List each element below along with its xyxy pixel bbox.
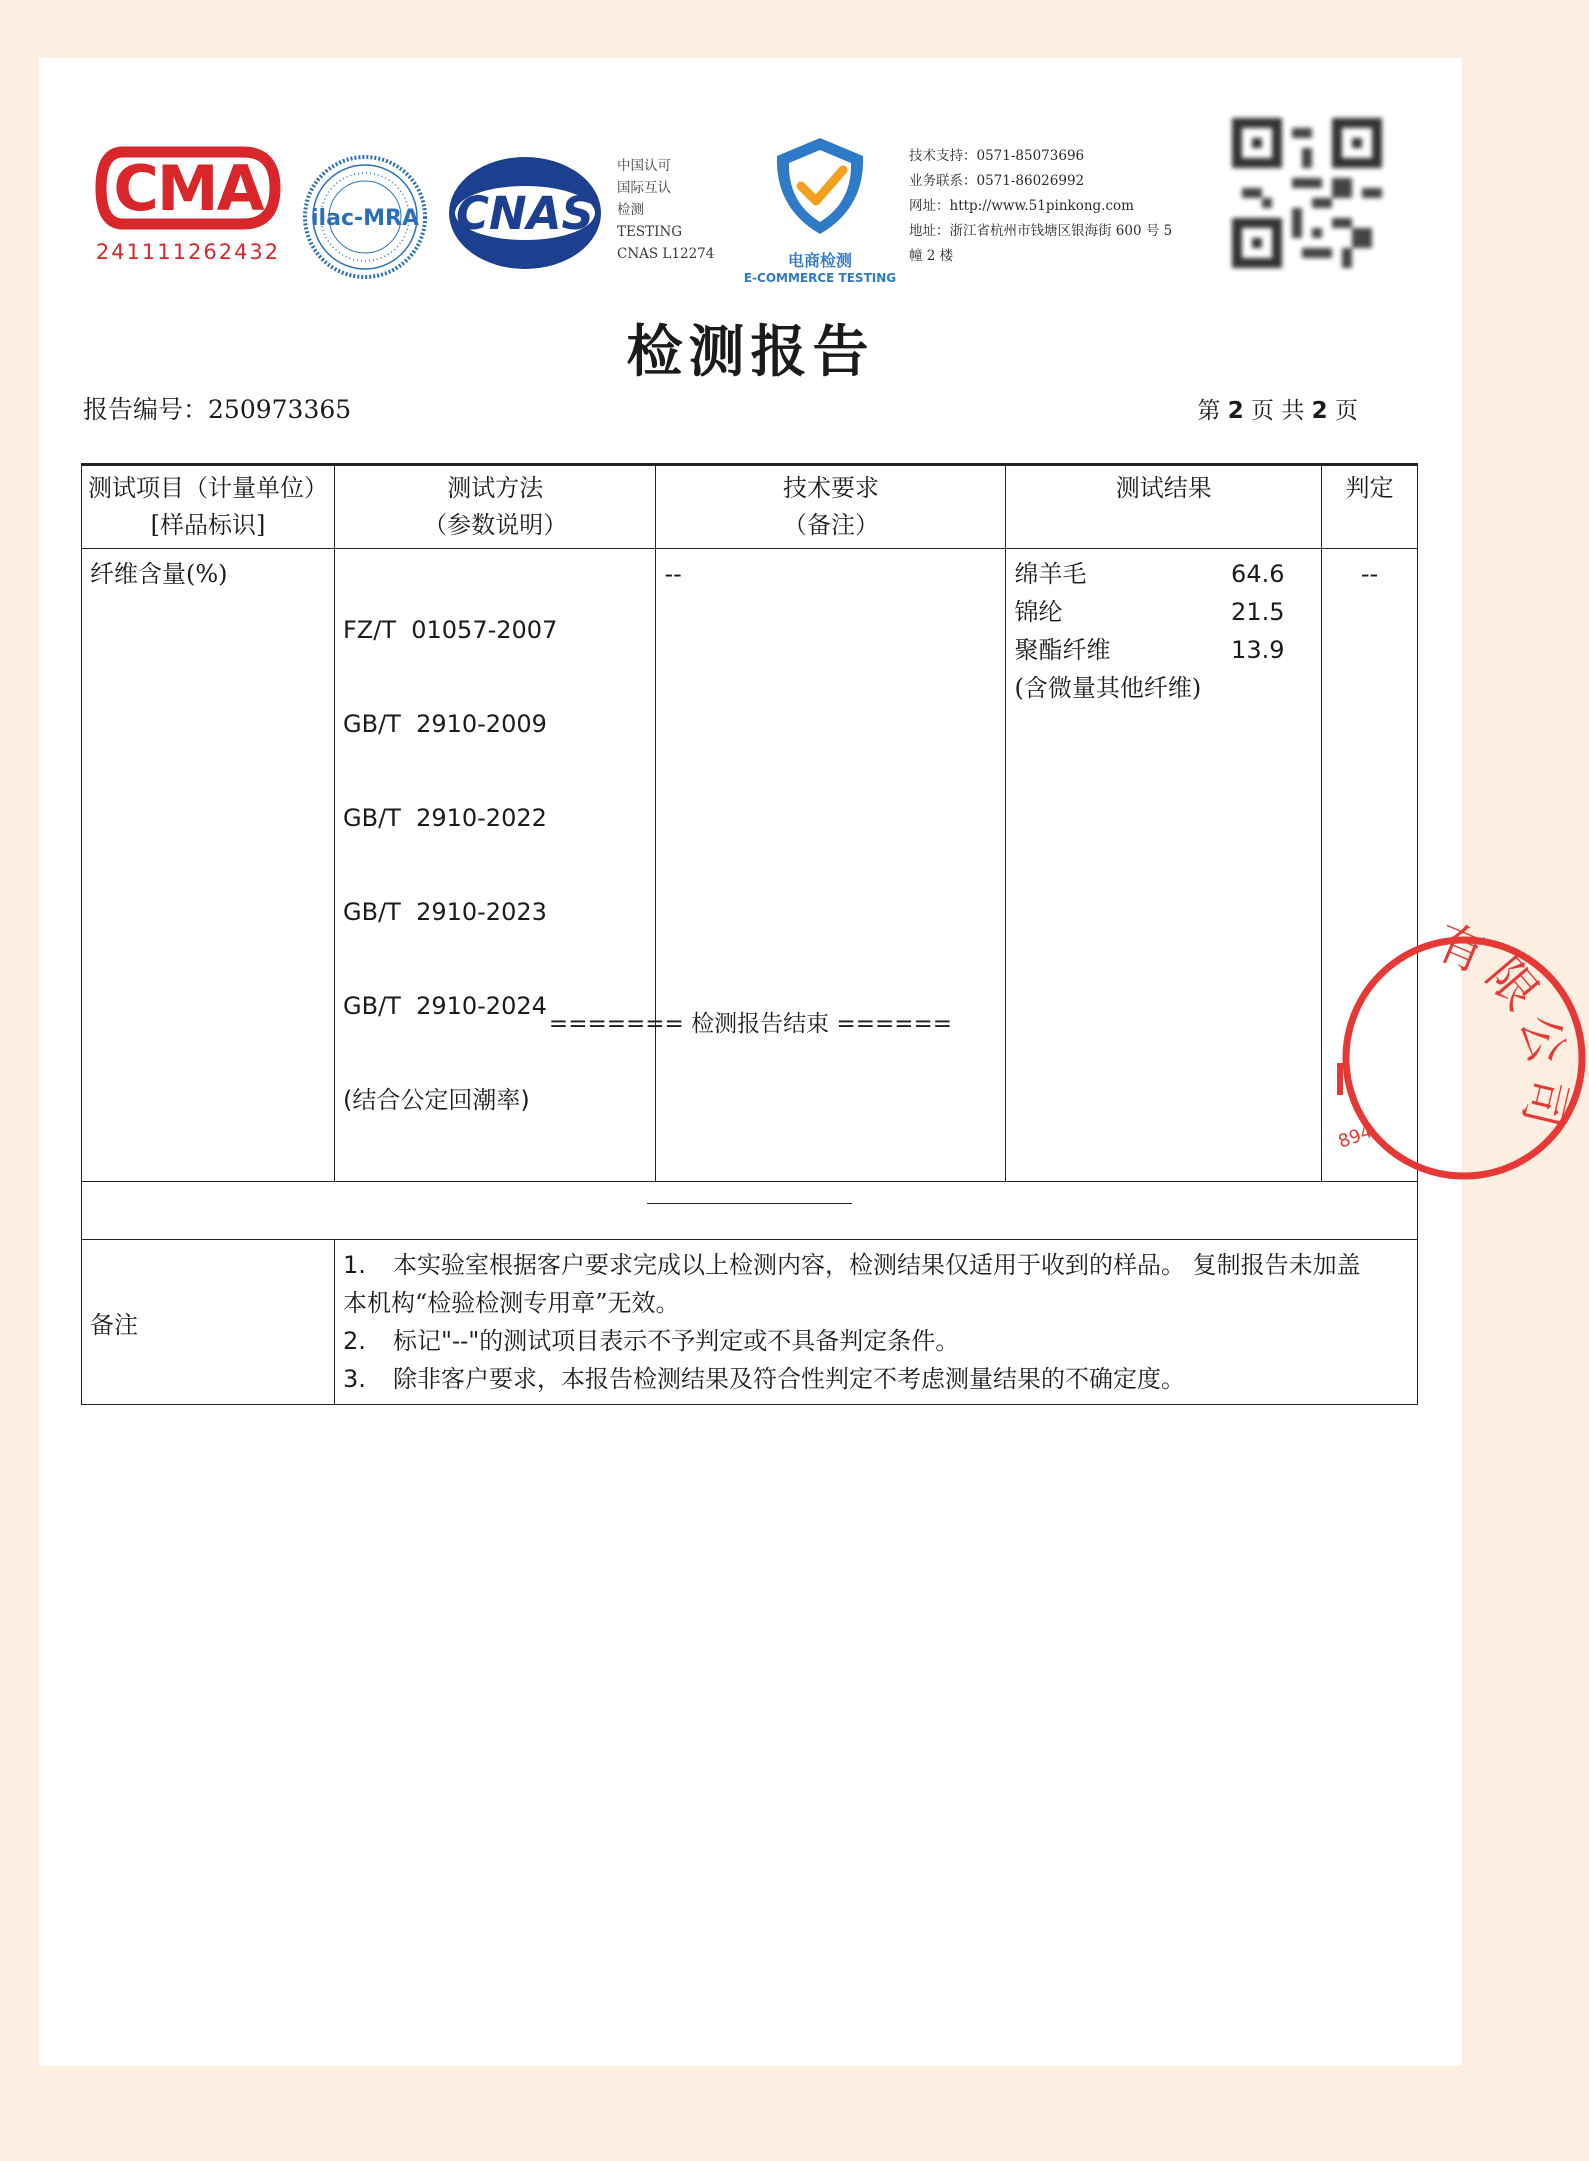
contact-support: 技术支持：0571-85073696 <box>909 148 1085 164</box>
report-end-line: ======= 检测报告结束 ====== <box>548 1011 953 1037</box>
cell-requirement: -- <box>656 549 1006 1182</box>
ecommerce-testing-logo: 电商检测 E-COMMERCE TESTING <box>739 130 901 285</box>
contact-business: 业务联系：0571-86026992 <box>909 173 1085 189</box>
report-number: 报告编号：250973365 <box>83 395 352 424</box>
svg-text:ilac-MRA: ilac-MRA <box>311 206 419 231</box>
cma-logo <box>93 138 283 264</box>
cma-mark-icon <box>93 138 283 238</box>
header-result: 测试结果 <box>1006 465 1322 549</box>
header-test-method: 测试方法 （参数说明） <box>335 465 656 549</box>
contact-info <box>909 144 1239 269</box>
header-logos <box>39 58 1462 308</box>
cnas-logo <box>446 154 604 272</box>
ilac-mra-logo <box>301 153 429 281</box>
table-row <box>82 549 1418 1182</box>
svg-text:CNAS: CNAS <box>456 187 594 240</box>
contact-address: 地址：浙江省杭州市钱塘区银海街 600 号 5 <box>909 223 1173 239</box>
cell-results <box>1006 549 1322 1182</box>
header-test-item: 测试项目（计量单位） [样品标识] <box>82 465 335 549</box>
cell-judgement: -- <box>1321 549 1417 1182</box>
shield-check-icon <box>739 130 901 242</box>
page-title: 检测报告 <box>626 319 875 385</box>
qr-code <box>1232 118 1382 268</box>
notes-content: 1. 本实验室根据客户要求完成以上检测内容，检测结果仅适用于收到的样品。 复制报告未加盖 本机构“检验检测专用章”无效。 2. 标记"--"的测试项目表示不予判定或不具备判定条件。 3. 除非客户要求，本报告检测结果及符合性判定不考虑测量结果的不确定度。 <box>335 1240 1418 1405</box>
table-header-row <box>82 465 1418 549</box>
cnas-accreditation-text: 中国认可 国际互认 检测 TESTING CNAS L12274 <box>617 158 715 262</box>
notes-row <box>82 1240 1418 1405</box>
company-stamp <box>1329 908 1589 1208</box>
header-judgement: 判定 <box>1321 465 1417 549</box>
page-indicator: 第 2 页 共 2 页 <box>1197 398 1358 424</box>
result-item: 聚酯纤维 13.9 <box>1014 636 1285 664</box>
svg-text:894: 894 <box>1335 1121 1375 1153</box>
contact-website: 网址：http://www.51pinkong.com <box>909 198 1134 214</box>
cma-number: 241111262432 <box>95 240 281 264</box>
result-note: (含微量其他纤维) <box>1014 674 1202 702</box>
contact-address-cont: 幢 2 楼 <box>909 248 954 264</box>
svg-text:有限公司: 有限公司 <box>1427 913 1578 1141</box>
cell-test-item: 纤维含量(%) <box>82 549 335 1182</box>
separator-row <box>82 1182 1418 1240</box>
results-table <box>81 463 1418 1405</box>
header-requirement: 技术要求 （备注） <box>656 465 1006 549</box>
cell-test-methods: FZ/T 01057-2007 GB/T 2910-2009 GB/T 2910-2022 GB/T 2910-2023 GB/T 2910-2024 (结合公定回潮率) <box>335 549 656 1182</box>
result-item: 锦纶 21.5 <box>1014 598 1285 626</box>
separator-line <box>647 1203 852 1204</box>
svg-text:CMA: CMA <box>113 152 263 225</box>
notes-label: 备注 <box>82 1240 335 1405</box>
result-item: 绵羊毛 64.6 <box>1014 560 1285 588</box>
report-page <box>39 58 1578 2066</box>
